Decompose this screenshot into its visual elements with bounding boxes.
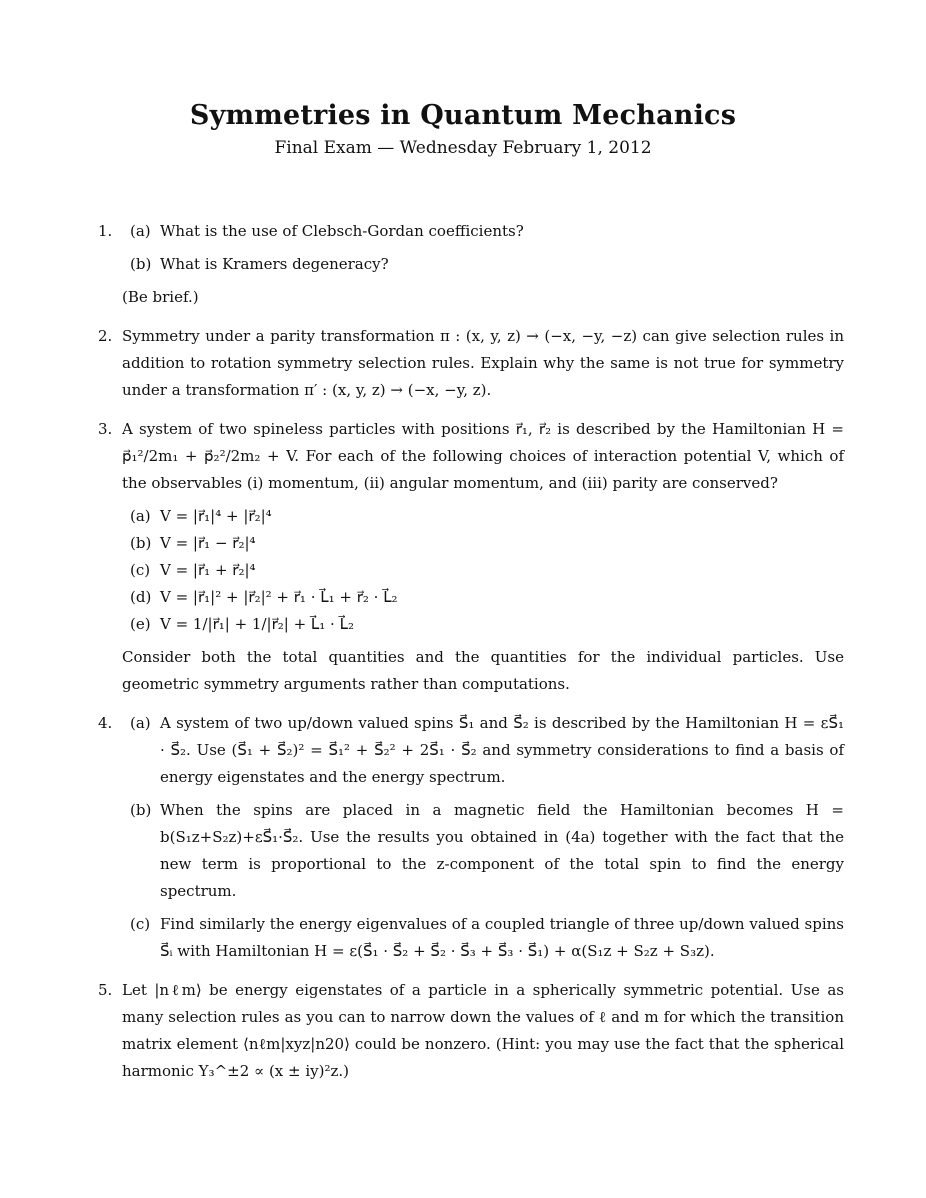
question-note: Consider both the total quantities and the quantities for the individual particles. Use geometric symmetry arguments rather than computations. [122, 648, 844, 693]
question-1 [98, 218, 844, 311]
part-text: V = 1/|r⃗₁| + 1/|r⃗₂| + L⃗₁ · L⃗₂ [160, 615, 354, 633]
part-text: When the spins are placed in a magnetic field the Hamiltonian becomes H = b(S₁z+S₂z)+εS⃗₁·S⃗₂. Use the results you obtained in (4a) together with the fact that the new term is proportional to the z-component of the total spin to find the energy spectrum. [160, 801, 844, 900]
part-label: (b) [130, 534, 152, 552]
part-label: (c) [130, 915, 151, 933]
question-number: 2. [98, 327, 113, 345]
part-label: (d) [130, 588, 152, 606]
page-subtitle: Final Exam — Wednesday February 1, 2012 [274, 138, 652, 158]
part-text: Find similarly the energy eigenvalues of a coupled triangle of three up/down valued spins S⃗ᵢ with Hamiltonian H = ε(S⃗₁ · S⃗₂ + S⃗₂ · S⃗₃ + S⃗₃ · S⃗₁) + α(S₁z + S₂z + S₃z). [160, 915, 844, 960]
question-note: (Be brief.) [122, 288, 199, 306]
part-text: V = |r⃗₁|⁴ + |r⃗₂|⁴ [160, 507, 272, 525]
question-part [122, 503, 844, 530]
question-text: Symmetry under a parity transformation π : (x, y, z) → (−x, −y, −z) can give selection rules in addition to rotation symmetry selection rules. Explain why the same is not true for symmetry under a transformation π′ : (x, y, z) → (−x, −y, z). [122, 327, 844, 399]
part-label: (e) [130, 615, 151, 633]
part-label: (a) [130, 507, 151, 525]
part-text: V = |r⃗₁ + r⃗₂|⁴ [160, 561, 256, 579]
part-label: (a) [130, 714, 151, 732]
question-2 [98, 323, 844, 404]
question-number: 1. [98, 222, 113, 240]
question-4 [98, 710, 844, 965]
question-part [122, 251, 844, 278]
question-5 [98, 977, 844, 1085]
question-3 [98, 416, 844, 698]
question-part [122, 611, 844, 638]
part-text: What is the use of Clebsch-Gordan coefficients? [160, 222, 524, 240]
question-number: 5. [98, 981, 113, 999]
part-label: (c) [130, 561, 151, 579]
part-text: V = |r⃗₁ − r⃗₂|⁴ [160, 534, 256, 552]
question-text: Let |nℓm⟩ be energy eigenstates of a particle in a spherically symmetric potential. Use as many selection rules as you can to narrow down the values of ℓ and m for which the transition matrix element ⟨nℓm|xyz|n20⟩ could be nonzero. (Hint: you may use the fact that the spherical harmonic Y₃^±2 ∝ (x ± iy)²z.) [122, 981, 844, 1080]
part-text: A system of two up/down valued spins S⃗₁ and S⃗₂ is described by the Hamiltonian H = εS⃗₁ · S⃗₂. Use (S⃗₁ + S⃗₂)² = S⃗₁² + S⃗₂² + 2S⃗₁ · S⃗₂ and symmetry considerations to find a basis of energy eigenstates and the energy spectrum. [160, 714, 844, 786]
question-part [122, 584, 844, 611]
question-part [122, 710, 844, 791]
page-title: Symmetries in Quantum Mechanics [189, 100, 737, 131]
question-part [122, 218, 844, 245]
question-part [122, 530, 844, 557]
part-text: What is Kramers degeneracy? [160, 255, 389, 273]
part-label: (b) [130, 255, 152, 273]
part-label: (b) [130, 801, 152, 819]
question-text: A system of two spineless particles with positions r⃗₁, r⃗₂ is described by the Hamiltonian H = p⃗₁²/2m₁ + p⃗₂²/2m₂ + V. For each of the following choices of interaction potential V, which of the observables (i) momentum, (ii) angular momentum, and (iii) parity are conserved? [122, 420, 844, 492]
question-number: 3. [98, 420, 113, 438]
question-part [122, 557, 844, 584]
question-part [122, 797, 844, 905]
part-label: (a) [130, 222, 151, 240]
question-part [122, 911, 844, 965]
questions-list [0, 218, 926, 1097]
part-text: V = |r⃗₁|² + |r⃗₂|² + r⃗₁ · L⃗₁ + r⃗₂ · L⃗₂ [160, 588, 398, 606]
question-number: 4. [98, 714, 113, 732]
